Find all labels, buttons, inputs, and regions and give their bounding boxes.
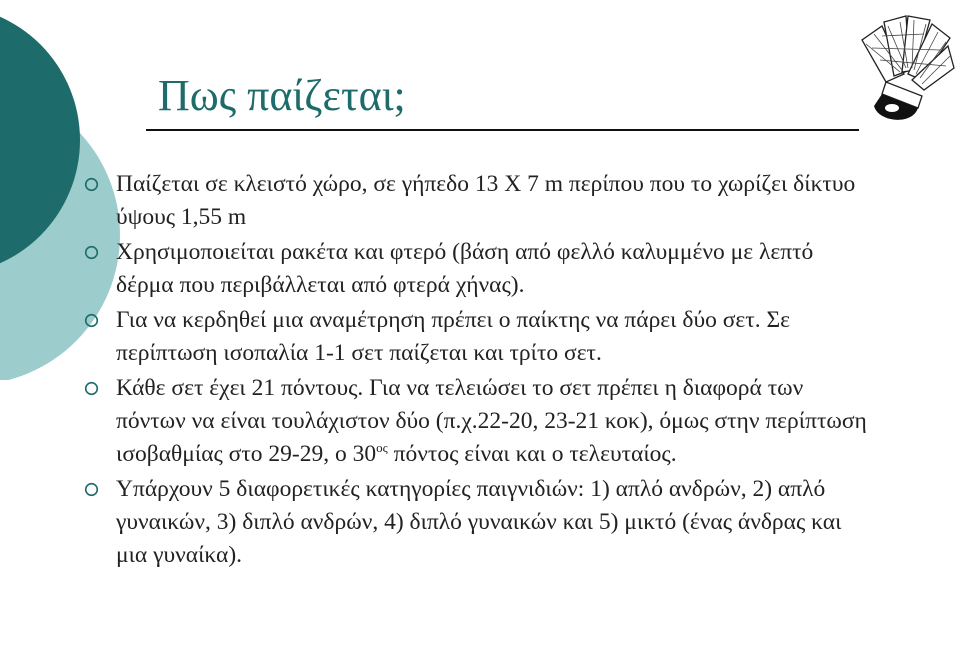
bullet-text: Χρησιμοποιείται ρακέτα και φτερό (βάση από φελλό καλυμμένο με λεπτό δέρμα που περιβάλλεται από φτερά χήνας). — [116, 239, 814, 298]
bullet-text: Παίζεται σε κλειστό χώρο, σε γήπεδο 13 Χ 7 m περίπου που το χωρίζει δίκτυο ύψους 1,55 m — [116, 171, 856, 230]
ordinal-superscript: ος — [376, 440, 388, 455]
hollow-circle-bullet-icon — [84, 482, 99, 497]
hollow-circle-bullet-icon — [84, 177, 99, 192]
bullet-text — [116, 375, 867, 467]
hollow-circle-bullet-icon — [84, 245, 99, 260]
bullet-item — [84, 372, 874, 471]
bullet-text-before: Κάθε σετ έχει 21 πόντους. Για να τελειώσει το σετ πρέπει η διαφορά των πόντων να είναι τουλάχιστον δύο (π.χ.22-20, 23-21 κοκ), όμως στην περίπτωση ισοβαθμίας στο 29-29, ο 30 — [116, 375, 867, 467]
bullet-text: Για να κερδηθεί μια αναμέτρηση πρέπει ο παίκτης να πάρει δύο σετ. Σε περίπτωση ισοπαλία 1-1 σετ παίζεται και τρίτο σετ. — [116, 307, 790, 366]
bullet-list — [84, 168, 874, 574]
bullet-item — [84, 473, 874, 572]
bullet-text: Υπάρχουν 5 διαφορετικές κατηγορίες παιγνιδιών: 1) απλό ανδρών, 2) απλό γυναικών, 3) διπλό ανδρών, 4) διπλό γυναικών και 5) μικτό (ένας άνδρας και μια γυναίκα). — [116, 476, 842, 568]
badminton-shuttlecock-icon — [852, 10, 956, 128]
bullet-item — [84, 236, 874, 302]
hollow-circle-bullet-icon — [84, 313, 99, 328]
title-underline — [146, 129, 859, 131]
bullet-item — [84, 304, 874, 370]
bullet-text-after: πόντος είναι και ο τελευταίος. — [387, 441, 677, 467]
page-title: Πως παίζεται; — [158, 71, 406, 120]
hollow-circle-bullet-icon — [84, 381, 99, 396]
bullet-item — [84, 168, 874, 234]
